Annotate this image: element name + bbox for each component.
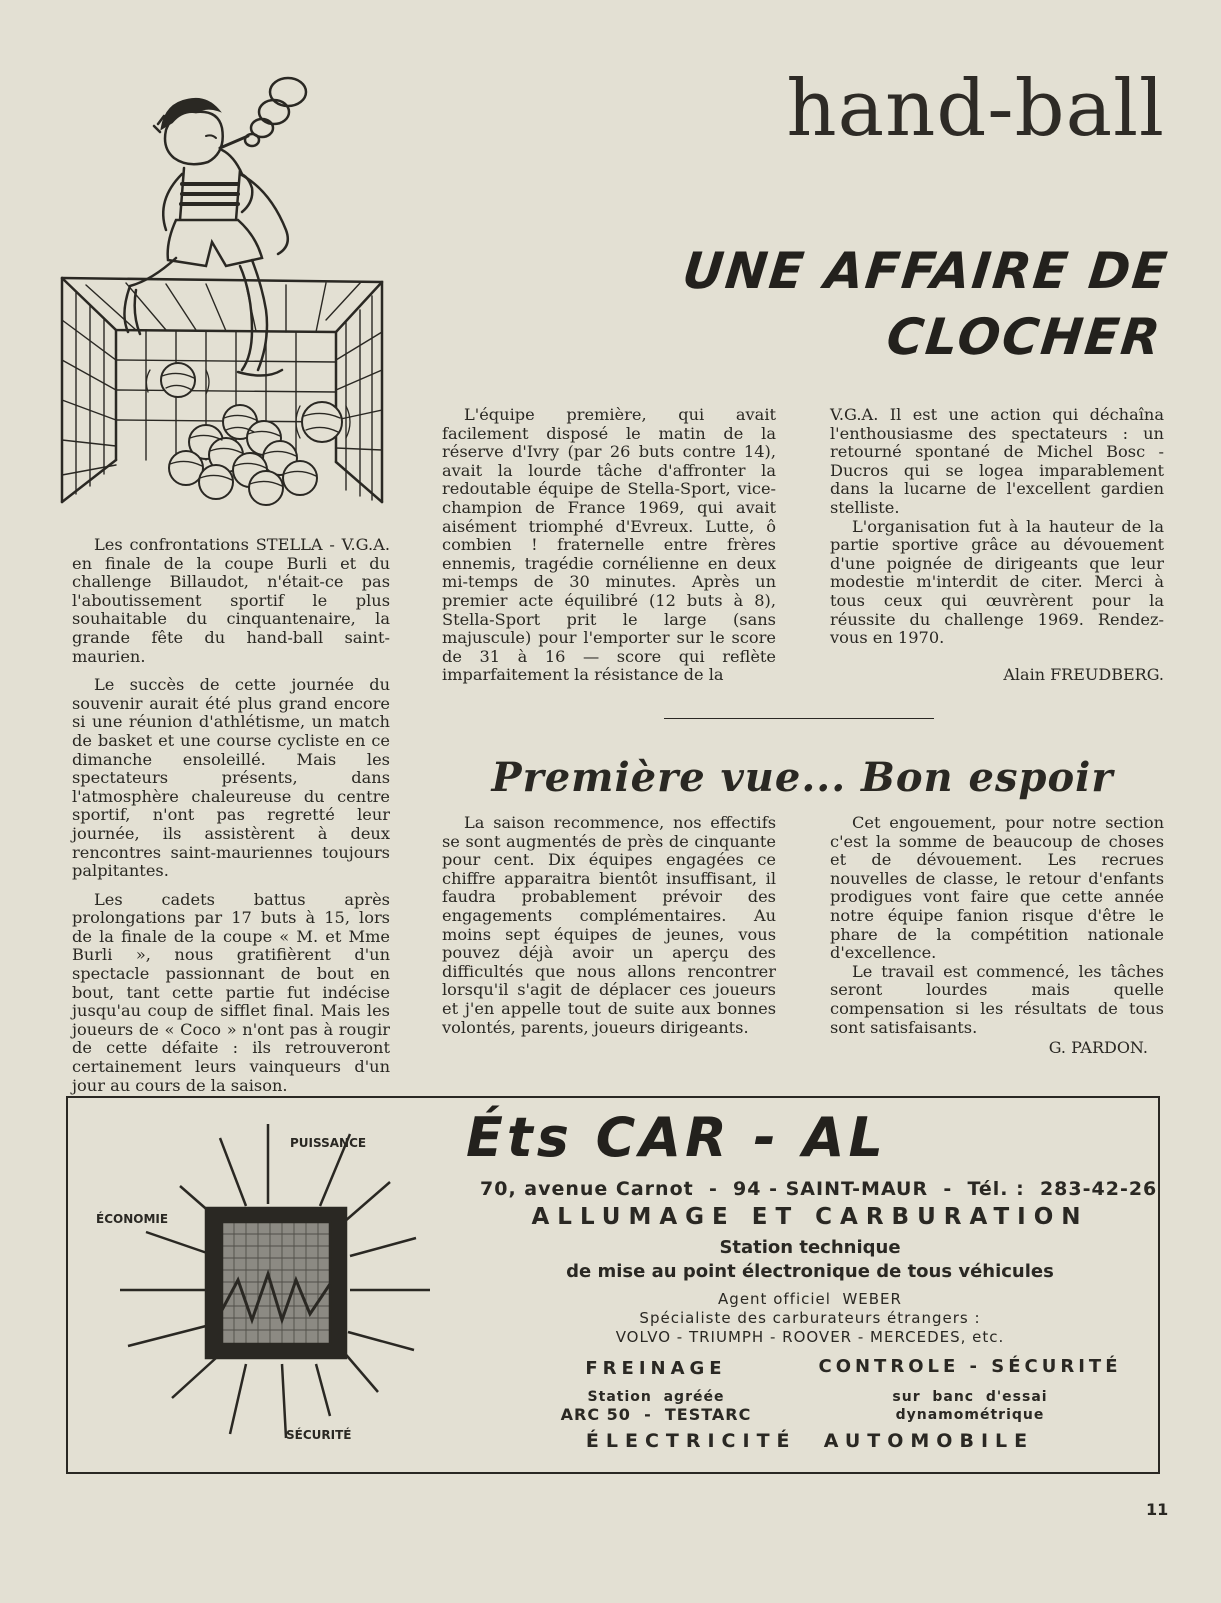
signature: G. PARDON. (1048, 1038, 1148, 1058)
controle-line-2: dynamométrique (895, 1407, 1045, 1423)
electricite-line: ÉLECTRICITÉ AUTOMOBILE (585, 1430, 1035, 1452)
paragraph: Les cadets battus après prolongations par 17 buts à 15, lors de la finale de la coupe « M. et Mme Burli », nous gratifièrent d'un spectacle passionnant de bout en bout, tant cette partie fut indécise jusqu'au coup de sifflet final. Mais les joueurs de « Coco » n'ont pas à rougir de cette défaite : ils retrouveront certainement leurs vainqueurs d'un jour au cours de la saison. (72, 889, 390, 1095)
sun-logo (120, 1114, 440, 1444)
agent-info (500, 1290, 1120, 1347)
controle-details (800, 1388, 1140, 1424)
signature: Alain FREUDBERG. (1003, 664, 1164, 684)
specialist-line: Spécialiste des carburateurs étrangers : (639, 1309, 981, 1327)
freinage-line-2: ARC 50 - TESTARC (560, 1405, 752, 1424)
freinage-line-1: Station agréée (587, 1389, 725, 1405)
paragraph: V.G.A. Il est une action qui déchaîna l'enthousiasme des spectateurs : un retourné spontané de Michel Bosc - Ducros qui se logea imparablement dans la lucarne de l'excellent gardien stelliste. (830, 405, 1164, 517)
article2-title: Première vue... Bon espoir (491, 754, 1114, 801)
paragraph: La saison recommence, nos effectifs se sont augmentés de près de cinquante pour cent. Dix équipes engagées ce chiffre apparaitra bientôt insuffisant, il faudra probablement prévoir des engagements complémentaires. Au moins sept équipes de jeunes, vous pouvez déjà avoir un aperçu des difficultés que nous allons rencontrer lorsqu'il s'agit de déplacer ces joueurs et j'en appelle tout de suite aux bonnes volontés, parents, joueurs dirigeants. (442, 813, 776, 1037)
station-line-1: Station technique (719, 1237, 901, 1258)
logo-label-bottom: SÉCURITÉ (286, 1428, 352, 1442)
article1-column-3 (830, 406, 1164, 684)
tagline: ALLUMAGE ET CARBURATION (531, 1204, 1089, 1230)
controle-line-1: sur banc d'essai (892, 1389, 1048, 1405)
station-info (500, 1236, 1120, 1284)
company-address: 70, avenue Carnot - 94 - SAINT-MAUR - Tél. : 283-42-26 (480, 1178, 1158, 1200)
section-title: hand-ball (786, 64, 1165, 154)
paragraph: Le travail est commencé, les tâches seront lourdes mais quelle compensation si les résultats de tous sont satisfaisants. (830, 961, 1164, 1037)
company-name: Éts CAR - AL (466, 1106, 887, 1169)
paragraph: Cet engouement, pour notre section c'est la somme de beaucoup de choses et de dévouement. Les recrues nouvelles de classe, le retour d'enfants prodigues vont faire que cette année notre équipe fanion risque d'être le phare de la compétition nationale d'excellence. (830, 813, 1164, 963)
station-line-2: de mise au point électronique de tous véhicules (566, 1261, 1054, 1282)
brands-line: VOLVO - TRIUMPH - ROOVER - MERCEDES, etc. (615, 1328, 1005, 1346)
divider (664, 718, 934, 719)
controle-heading: CONTROLE - SÉCURITÉ (818, 1356, 1122, 1377)
headline: UNE AFFAIRE DE CLOCHER (679, 242, 1172, 366)
freinage-details (546, 1388, 766, 1424)
agent-line: Agent officiel WEBER (718, 1290, 902, 1308)
paragraph: L'organisation fut à la hauteur de la partie sportive grâce au dévouement d'une poignée de dirigeants que leur modestie m'interdit de citer. Merci à tous ceux qui œuvrèrent pour la réussite du challenge 1969. Rendez-vous en 1970. (830, 516, 1164, 648)
article1-column-1 (72, 536, 390, 1095)
cartoon-illustration (56, 70, 396, 520)
article1-column-2 (442, 406, 776, 685)
article2-column-2 (830, 814, 1164, 1058)
logo-label-left: ÉCONOMIE (96, 1212, 169, 1226)
logo-label-top: PUISSANCE (290, 1136, 367, 1150)
freinage-heading: FREINAGE (585, 1358, 727, 1379)
paragraph: Le succès de cette journée du souvenir aurait été plus grand encore si une réunion d'athlétisme, un match de basket et une course cycliste en ce dimanche ensoleillé. Mais les spectateurs présents, dans l'atmosphère chaleureuse du centre sportif, n'ont pas regretté leur journée, ils assistèrent à deux rencontres saint-mauriennes toujours palpitantes. (72, 675, 390, 881)
article2-column-1 (442, 814, 776, 1037)
page-number: 11 (1146, 1500, 1169, 1519)
paragraph: L'équipe première, qui avait facilement disposé le matin de la réserve d'Ivry (par 26 buts contre 14), avait la lourde tâche d'affronter la redoutable équipe de Stella-Sport, vice-champion de France 1969, qui avait aisément triomphé d'Evreux. Lutte, ô combien ! fraternelle entre frères ennemis, tragédie cornélienne en deux mi-temps de 30 minutes. Après un premier acte équilibré (12 buts à 8), Stella-Sport prit le large (sans majuscule) pour l'emporter sur le score de 31 à 16 — score qui reflète imparfaitement la résistance de la (442, 405, 776, 685)
paragraph: Les confrontations STELLA - V.G.A. en finale de la coupe Burli et du challenge Billaudot, n'était-ce pas l'aboutissement sportif le plus souhaitable du cinquantenaire, la grande fête du hand-ball saint-maurien. (72, 535, 390, 666)
